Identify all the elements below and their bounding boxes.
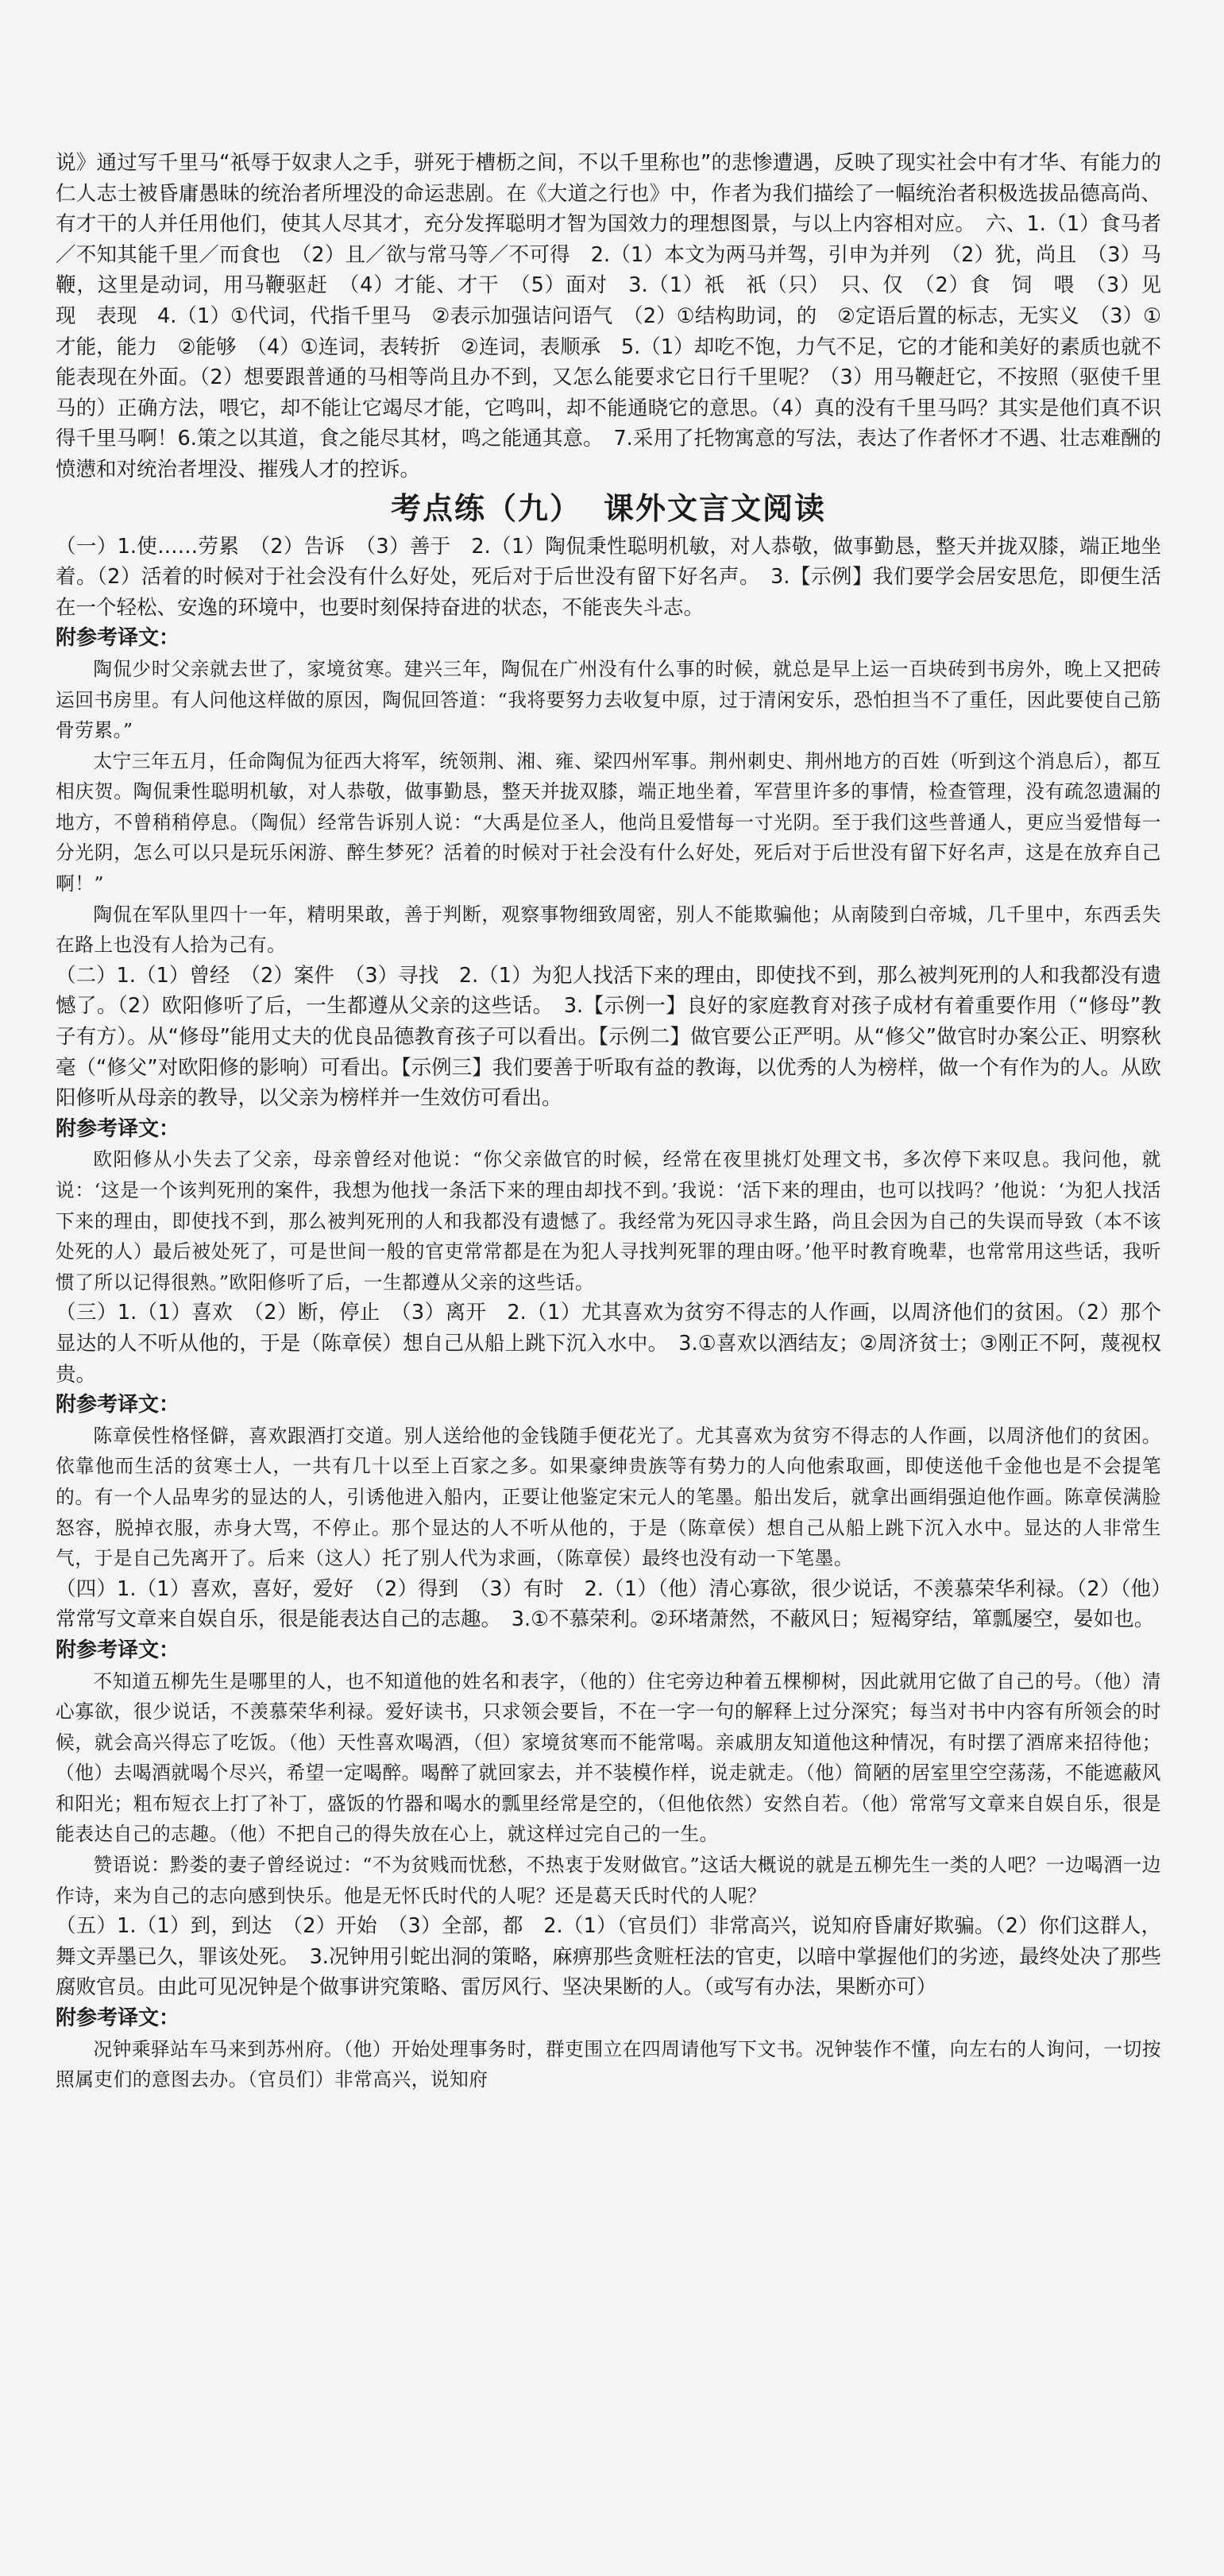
part-4-translation-para-1: 不知道五柳先生是哪里的人，也不知道他的姓名和表字，（他的）住宅旁边种着五棵柳树，因此就用它做了自己的号。（他）清心寡欲，很少说话，不羡慕荣华利禄。爱好读书，只求领会要旨，不在一字一句的解释上过分深究；每当对书中内容有所领会的时候，就会高兴得忘了吃饭。（他）天性喜欢喝酒，（但）家境贫寒而不能常喝。亲戚朋友知道他这种情况，有时摆了酒席来招待他；（他）去喝酒就喝个尽兴，希望一定喝醉。喝醉了就回家去，并不装模作样，说走就走。（他）简陋的居室里空空荡荡，不能遮蔽风和阳光；粗布短衣上打了补丁，盛饭的竹器和喝水的瓢里经常是空的，（但他依然）安然自若。（他）常常写文章来自娱自乐，很是能表达自己的志趣。（他）不把自己的得失放在心上，就这样过完自己的一生。: [56, 1669, 1161, 1846]
section-heading-label: 考点练（九）: [390, 490, 581, 526]
part-5-translation-label: 附参考译文：: [56, 2006, 180, 2031]
part-1-translation-label: 附参考译文：: [56, 626, 180, 651]
section-heading-name: 课外文言文阅读: [604, 490, 827, 526]
part-3-translation-label: 附参考译文：: [56, 1393, 180, 1418]
previous-section-answers: 说》通过写千里马“祇辱于奴隶人之手，骈死于槽枥之间，不以千里称也”的悲惨遭遇，反映了现实社会中有才华、有能力的仁人志士被昏庸愚昧的统治者所埋没的命运悲剧。在《大道之行也》中，作者为我们描绘了一幅统治者积极选拔品德高尚、有才干的人并任用他们，使其人尽其才，充分发挥聪明才智为国效力的理想图景，与以上内容相对应。 六、1.（1）食马者／不知其能千里／而食也 （2）且／欲与常马等／不可得 2.（1）本文为两马并驾，引申为并列 （2）犹，尚且 （3）马鞭，这里是动词，用马鞭驱赶 （4）才能、才干 （5）面对 3.（1）祇 祇（只） 只、仅 （2）食 饲 喂 （3）见 现 表现 4.（1）①代词，代指千里马 ②表示加强诘问语气 （2）①结构助词，的 ②定语后置的标志，无实义 （3）①才能，能力 ②能够 （4）①连词，表转折 ②连词，表顺承 5.（1）却吃不饱，力气不足，它的才能和美好的素质也就不能表现在外面。（2）想要跟普通的马相等尚且办不到，又怎么能要求它日行千里呢？（3）用马鞭赶它，不按照（驱使千里马的）正确方法，喂它，却不能让它竭尽才能，它鸣叫，却不能通晓它的意思。（4）真的没有千里马吗？其实是他们真不识得千里马啊！6.策之以其道，食之能尽其材，鸣之能通其意。 7.采用了托物寓意的写法，表达了作者怀才不遇、壮志难酬的愤懑和对统治者埋没、摧残人才的控诉。: [56, 151, 1182, 482]
part-2-translation-para-1: 欧阳修从小失去了父亲，母亲曾经对他说：“你父亲做官的时候，经常在夜里挑灯处理文书，多次停下来叹息。我问他，就说：‘这是一个该判死刑的案件，我想为他找一条活下来的理由却找不到。’我说：‘活下来的理由，也可以找吗？’他说：‘为犯人找活下来的理由，即使找不到，那么被判死刑的人和我都没有遗憾了。我经常为死囚寻求生路，尚且会因为自己的失误而导致（本不该处死的人）最后被处死了，可是世间一般的官吏常常都是在为犯人寻找判死罪的理由呀。’他平时教育晚辈，也常常用这些话，我听惯了所以记得很熟。”欧阳修听了后，一生都遵从父亲的这些话。: [56, 1148, 1161, 1294]
part-1-translation-para-2: 太宁三年五月，任命陶侃为征西大将军，统领荆、湘、雍、梁四州军事。荆州刺史、荆州地方的百姓（听到这个消息后），都互相庆贺。陶侃秉性聪明机敏，对人恭敬，做事勤恳，整天并拢双膝，端正地坐着，军营里许多的事情，检查管理，没有疏忽遗漏的地方，不曾稍稍停息。（陶侃）经常告诉别人说：“大禹是位圣人，他尚且爱惜每一寸光阴。至于我们这些普通人，更应当爱惜每一分光阴，怎么可以只是玩乐闲游、醉生梦死？活着的时候对于社会没有什么好处，死后对于后世没有留下好名声，这是在放弃自己啊！”: [56, 749, 1161, 895]
part-4-translation-para-2: 赞语说：黔娄的妻子曾经说过：“不为贫贱而忧愁，不热衷于发财做官。”这话大概说的就是五柳先生一类的人吧？一边喝酒一边作诗，来为自己的志向感到快乐。他是无怀氏时代的人呢？还是葛天氏时代的人呢？: [56, 1854, 1161, 1907]
part-4-translation-label: 附参考译文：: [56, 1638, 180, 1662]
part-1-translation-para-3: 陶侃在军队里四十一年，精明果敢，善于判断，观察事物细致周密，别人不能欺骗他；从南陵到白帝城，几千里中，东西丢失在路上也没有人拾为己有。: [56, 903, 1161, 957]
part-3-translation-para-1: 陈章侯性格怪僻，喜欢跟酒打交道。别人送给他的金钱随手便花光了。尤其喜欢为贫穷不得志的人作画，以周济他们的贫困。依靠他而生活的贫寒士人，一共有几十以至上百家之多。如果豪绅贵族等有势力的人向他索取画，即使送他千金他也是不会提笔的。有一个人品卑劣的显达的人，引诱他进入船内，正要让他鉴定宋元人的笔墨。船出发后，就拿出画绢强迫他作画。陈章侯满脸怒容，脱掉衣服，赤身大骂，不停止。那个显达的人不听从他的，于是（陈章侯）想自己从船上跳下沉入水中。显达的人非常生气，于是自己先离开了。后来（这人）托了别人代为求画，（陈章侯）最终也没有动一下笔墨。: [56, 1424, 1161, 1570]
page-content: [56, 148, 1182, 2095]
part-2-translation-label: 附参考译文：: [56, 1116, 180, 1141]
part-5-translation-para-1: 况钟乘驿站车马来到苏州府。（他）开始处理事务时，群吏围立在四周请他写下文书。况钟装作不懂，向左右的人询问，一切按照属吏们的意图去办。（官员们）非常高兴，说知府: [56, 2037, 1161, 2091]
part-2-answers: （二）1.（1）曾经 （2）案件 （3）寻找 2.（1）为犯人找活下来的理由，即使找不到，那么被判死刑的人和我都没有遗憾了。（2）欧阳修听了后，一生都遵从父亲的这些话。 3.【示例一】良好的家庭教育对孩子成材有着重要作用（“修母”教子有方）。从“修母”能用丈夫的优良品德教育孩子可以看出。【示例二】做官要公正严明。从“修父”做官时办案公正、明察秋毫（“修父”对欧阳修的影响）可看出。【示例三】我们要善于听取有益的教诲，以优秀的人为榜样，做一个有作为的人。从欧阳修听从母亲的教导，以父亲为榜样并一生效仿可看出。: [56, 963, 1161, 1111]
part-1-translation-para-1: 陶侃少时父亲就去世了，家境贫寒。建兴三年，陶侃在广州没有什么事的时候，就总是早上运一百块砖到书房外，晚上又把砖运回书房里。有人问他这样做的原因，陶侃回答道：“我将要努力去收复中原，过于清闲安乐，恐怕担当不了重任，因此要使自己筋骨劳累。”: [56, 657, 1161, 742]
part-1-answers: （一）1.使……劳累 （2）告诉 （3）善于 2.（1）陶侃秉性聪明机敏，对人恭敬，做事勤恳，整天并拢双膝，端正地坐着。（2）活着的时候对于社会没有什么好处，死后对于后世没有留下好名声。 3.【示例】我们要学会居安思危，即便生活在一个轻松、安逸的环境中，也要时刻保持奋进的状态，不能丧失斗志。: [56, 534, 1161, 620]
part-4-answers: （四）1.（1）喜欢，喜好，爱好 （2）得到 （3）有时 2.（1）（他）清心寡欲，很少说话，不羡慕荣华利禄。（2）（他）常常写文章来自娱自乐，很是能表达自己的志趣。 3.①不慕荣利。②环堵萧然，不蔽风日；短褐穿结，箪瓢屡空，晏如也。: [56, 1576, 1161, 1632]
section-heading: [56, 487, 1161, 530]
part-5-answers: （五）1.（1）到，到达 （2）开始 （3）全部，都 2.（1）（官员们）非常高兴，说知府昏庸好欺骗。（2）你们这群人，舞文弄墨已久，罪该处死。 3.况钟用引蛇出洞的策略，麻痹那些贪赃枉法的官吏，以暗中掌握他们的劣迹，最终处决了那些腐败官员。由此可见况钟是个做事讲究策略、雷厉风行、坚决果断的人。（或写有办法，果断亦可）: [56, 1914, 1161, 2000]
part-3-answers: （三）1.（1）喜欢 （2）断，停止 （3）离开 2.（1）尤其喜欢为贫穷不得志的人作画，以周济他们的贫困。（2）那个显达的人不听从他的，于是（陈章侯）想自己从船上跳下沉入水中。 3.①喜欢以酒结友；②周济贫士；③刚正不阿，蔑视权贵。: [56, 1301, 1161, 1387]
